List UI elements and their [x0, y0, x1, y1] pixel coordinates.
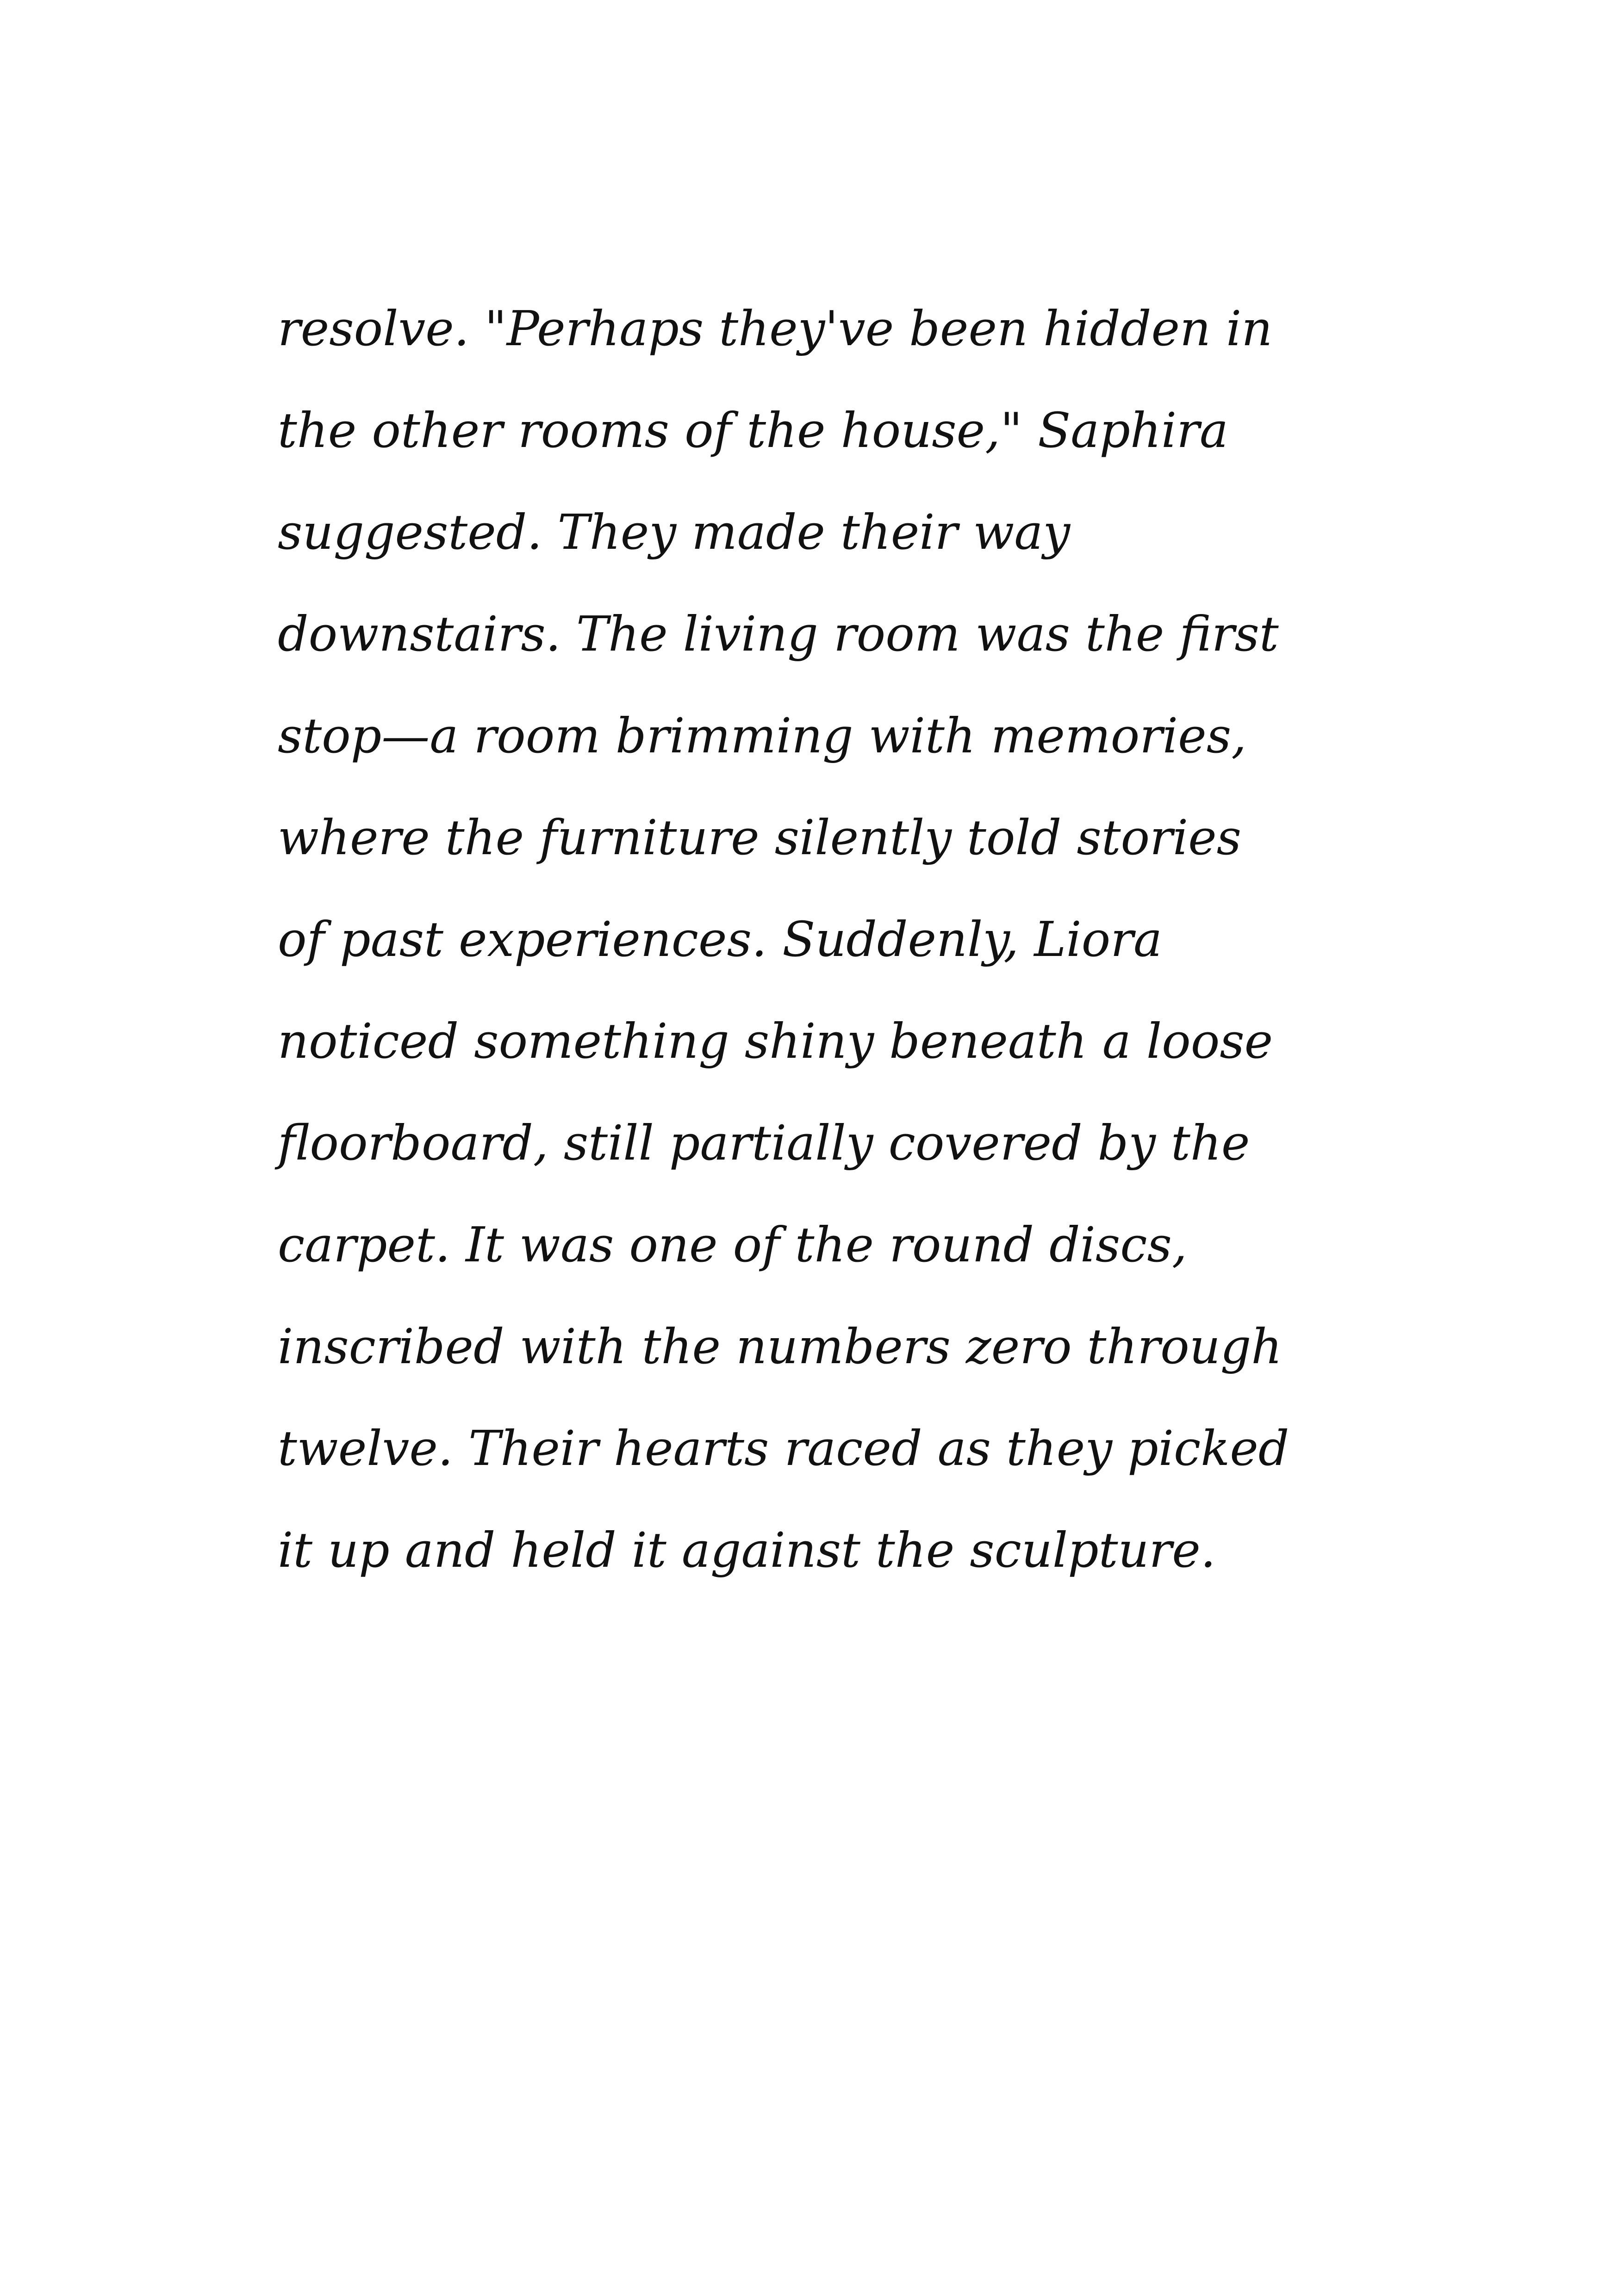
text-line-3: suggested. They made their way [278, 504, 1071, 560]
text-line-1: resolve. "Perhaps they've been hidden in [278, 300, 1273, 357]
text-line-11: inscribed with the numbers zero through [278, 1318, 1283, 1375]
text-line-12: twelve. Their hearts raced as they picked [278, 1420, 1289, 1477]
body-text [278, 278, 1389, 1601]
text-line-4: downstairs. The living room was the first [278, 606, 1279, 662]
text-line-9: floorboard, still partially covered by the [278, 1115, 1250, 1171]
text-line-8: noticed something shiny beneath a loose [278, 1013, 1273, 1069]
text-line-5: stop—a room brimming with memories, [278, 707, 1247, 764]
text-line-10: carpet. It was one of the round discs, [278, 1216, 1187, 1273]
text-line-7: of past experiences. Suddenly, Liora [278, 911, 1162, 968]
text-line-6: where the furniture silently told stories [278, 809, 1242, 866]
text-line-2: the other rooms of the house," Saphira [278, 402, 1228, 459]
text-line-13: it up and held it against the sculpture. [278, 1522, 1216, 1578]
